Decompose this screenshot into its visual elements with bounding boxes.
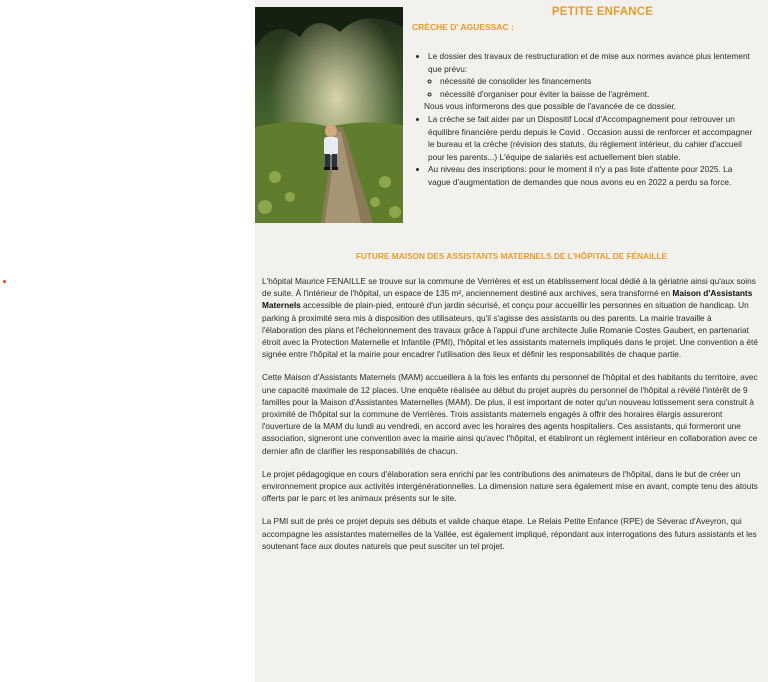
child-walking-path-photo [255,7,403,223]
section-title: PETITE ENFANCE [551,6,654,18]
paragraph: Le projet pédagogique en cours d'élaboration sera enrichi par les contributions des animateurs de l'hôpital, dans le but de créer un environnement propice aux activités intergénérationnelles. La dimension nature sera également mise en avant, compte tenu des atouts offerts par le parc et les animaux présents sur le site. [262,468,758,504]
paragraph [262,275,758,360]
list-item [424,50,754,113]
mam-article-body [262,275,758,563]
paragraph-text: L'hôpital Maurice FENAILLE se trouve sur la commune de Verrières et est un établissement local dédié à la gériatrie ainsi qu'aux soins de suite. À l'intérieur de l'hôpital, un espace de 135 m², anciennement destiné aux archives, sera transformé en [262,276,756,299]
red-dot-marker [3,280,6,283]
creche-bullet-list [414,50,754,189]
creche-subtitle: CRÈCHE D' AGUESSAC : [412,22,514,32]
newsletter-panel [255,0,768,682]
sub-list-item: ◦ nécessité d'organiser pour éviter la baisse de l'agrément. [440,88,754,101]
mam-section-title: FUTURE MAISON DES ASSISTANTS MATERNELS DE L'HÔPITAL DE FÉNAILLE [355,251,668,261]
paragraph: La PMI suit de près ce projet depuis ses débuts et valide chaque étape. Le Relais Petite Enfance (RPE) de Séverac d'Aveyron, qui accompagne les assistantes maternelles de la Vallée, est également impliqué, répondant aux interrogations des futurs assistants et les soutenant face aux doutes naturels que peut susciter un tel projet. [262,516,757,551]
emphasis-text: Maison d'Assistants Maternels [262,288,753,311]
paragraph: Cette Maison d'Assistants Maternels (MAM) accueillera à la fois les enfants du personnel de l'hôpital et des habitants du territoire, avec une capacité maximale de 12 places. Une enquête réalisée au début du projet auprès du personnel de l'hôpital a révélé l'intérêt de 9 familles pour la Maison d'Assistantes Maternelles (MAM). De plus, il est important de noter qu'un nouveau lotissement sera construit à proximité de l'hôpital sur la commune de Verrières. Trois assistants maternels engagés à offrir des horaires élargis assureront l'ouverture de la MAM du lundi au vendredi, en accord avec les horaires des agents hospitaliers. Ces assistants, qui formeront une association, signeront une convention avec la mairie ainsi qu'avec l'hôpital, et établiront un règlement intérieur en collaboration avec ce dernier afin de clarifier les responsabilités de chacun. [262,372,758,456]
sub-list-item: ◦ nécessité de consolider les financements [440,75,754,88]
info-note: Nous vous informerons des que possible de l'avancée de ce dossier. [424,101,677,112]
bullet-text: Le dossier des travaux de restructuration et de mise aux normes avance plus lentement que prévu: [428,51,750,74]
list-item: • Au niveau des inscriptions: pour le moment il n'y a pas liste d'attente pour 2025. La vague d'augmentation de demandes que nous avons eu en 2022 a perdu sa force. [428,163,754,188]
paragraph-text: accessible de plain-pied, entouré d'un jardin sécurisé, et conçu pour accueillir les personnes en situation de handicap. Un parking à proximité sera mis à disposition des utilisateurs, qu'il s'agisse des assistants ou des parents. La mairie travaille à l'élaboration des plans et l'échelonnement des travaux grâce à l'appui d'une architecte Julie Romanie Costes Gaubert, en partenariat étroit avec la Protection Maternelle et Infantile (PMI), l'hôpital et les assistants maternels impliqués dans le projet. Une convention a été signée entre l'hôpital et la mairie pour encadrer l'utilisation des lieux et définir les responsabilités de chaque partie. [262,300,758,360]
list-item: • La crèche se fait aider par un Dispositif Local d'Accompagnement pour retrouver un équilibre financière perdu depuis le Covid . Occasion aussi de renforcer et accompagner le bureau et la crèche (révision des statuts, du règlement intérieur, du cahier d'accueil pour les parents...) L'équipe de salariés est actuellement bien stable. [428,113,754,163]
